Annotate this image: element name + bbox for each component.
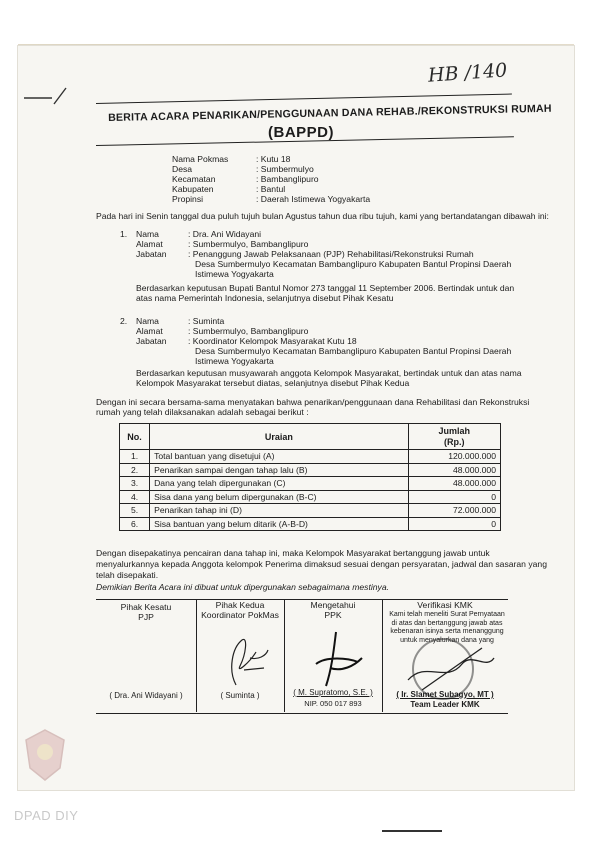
info-row	[172, 194, 392, 204]
sig-pjp-role: PJP	[138, 612, 154, 622]
table-row	[120, 490, 501, 504]
handwritten-archive-code: HB /140	[427, 59, 508, 87]
row-no: 1.	[120, 450, 150, 464]
sig-ppk-name: ( M. Supratomo, S.E. )	[293, 688, 373, 697]
closing-line-4: Demikian Berita Acara ini dibuat untuk dipergunakan sebagaimana mestinya.	[96, 582, 389, 592]
info-label: Kabupaten	[172, 184, 214, 194]
party-1-address: : Sumbermulyo, Bambanglipuro	[188, 239, 309, 249]
signature-scrawl-pokmas	[206, 630, 276, 690]
info-row	[172, 174, 392, 184]
kmk-note-line: di atas dan bertanggung jawab atas	[391, 619, 503, 627]
sig-ppk-heading: Mengetahui	[310, 600, 356, 610]
sig-pokmas-role: Koordinator PokMas	[201, 610, 279, 620]
sig-pokmas-heading: Pihak Kedua	[215, 600, 265, 610]
party-1-position-label: Jabatan	[136, 249, 167, 259]
party-1-address-label: Alamat	[136, 239, 163, 249]
info-block	[172, 154, 392, 204]
info-label: Kecamatan	[172, 174, 216, 184]
info-value: : Daerah Istimewa Yogyakarta	[256, 194, 371, 204]
sig-pjp-name: ( Dra. Ani Widayani )	[109, 691, 183, 700]
row-amount: 120.000.000	[408, 450, 500, 464]
info-value: : Kutu 18	[256, 154, 291, 164]
closing-line-1: Dengan disepakatinya pencairan dana tahap ini, maka Kelompok Masyarakat bertanggung jawab untuk	[96, 548, 490, 558]
party-1-basis-line1: Berdasarkan keputusan Bupati Bantul Nomor 273 tanggal 11 September 2006. Bertindak untuk dan	[136, 283, 515, 293]
row-no: 4.	[120, 490, 150, 504]
table-row	[120, 463, 501, 477]
sig-pjp-heading: Pihak Kesatu	[120, 602, 172, 612]
info-value: : Bambanglipuro	[256, 174, 319, 184]
archive-watermark: DPAD DIY	[14, 808, 79, 823]
party-2-number: 2.	[120, 316, 128, 326]
fund-table	[119, 423, 501, 531]
row-amount: 72.000.000	[408, 504, 500, 518]
info-value: : Bantul	[256, 184, 286, 194]
party-2-address-label: Alamat	[136, 326, 163, 336]
institution-crest-icon	[22, 728, 68, 782]
kmk-note-line: kebenaran isinya serta menanggung	[390, 628, 504, 635]
sig-kmk-role: Team Leader KMK	[410, 700, 480, 709]
title-line-1: BERITA ACARA PENARIKAN/PENGGUNAAN DANA REHAB./REKONSTRUKSI RUMAH	[108, 102, 552, 124]
signature-box-pokmas	[196, 600, 285, 712]
sig-kmk-heading: Verifikasi KMK	[417, 600, 473, 610]
party-2-basis-line2: Kelompok Masyarakat tersebut diatas, selanjutnya disebut Pihak Kedua	[136, 378, 410, 388]
title-line-2: (BAPPD)	[268, 124, 334, 141]
signature-box-ppk	[284, 600, 383, 712]
table-header-jumlah	[408, 424, 500, 450]
party-1-name-label: Nama	[136, 229, 159, 239]
info-row	[172, 164, 392, 174]
party-2-position-line3: Istimewa Yogyakarta	[195, 356, 274, 366]
table-header-row	[120, 424, 501, 450]
signature-scrawl-ppk	[296, 628, 372, 690]
table-header-unit: (Rp.)	[444, 436, 465, 447]
row-no: 5.	[120, 504, 150, 518]
party-1-basis-line2: atas nama Pemerintah Indonesia, selanjutnya disebut Pihak Kesatu	[136, 293, 394, 303]
row-amount: 0	[408, 490, 500, 504]
info-value: : Sumbermulyo	[256, 164, 314, 174]
intro-paragraph: Pada hari ini Senin tanggal dua puluh tujuh bulan Agustus tahun dua ribu tujuh, kami yang bertandatangan dibawah ini:	[96, 211, 549, 221]
signature-rule-bottom	[96, 713, 508, 714]
table-row	[120, 477, 501, 491]
row-description: Total bantuan yang disetujui (A)	[150, 450, 408, 464]
footer-mark	[382, 830, 442, 832]
row-amount: 48.000.000	[408, 477, 500, 491]
row-description: Dana yang telah dipergunakan (C)	[150, 477, 408, 491]
table-row	[120, 517, 501, 531]
row-amount: 0	[408, 517, 500, 531]
row-description: Sisa bantuan yang belum ditarik (A-B-D)	[150, 517, 408, 531]
row-no: 2.	[120, 463, 150, 477]
row-description: Penarikan tahap ini (D)	[150, 504, 408, 518]
party-1-position-line2: Desa Sumbermulyo Kecamatan Bambanglipuro Kabupaten Bantul Propinsi Daerah	[195, 259, 512, 269]
signature-scrawl-kmk	[402, 640, 498, 696]
sig-pokmas-name: ( Suminta )	[220, 691, 260, 700]
pen-mark-icon	[22, 84, 82, 106]
table-header-jumlah-label: Jumlah	[438, 425, 471, 436]
party-2-name: : Suminta	[188, 316, 225, 326]
statement-line-1: Dengan ini secara bersama-sama menyatakan bahwa penarikan/penggunaan dana Rehabilitasi dan Rekonstruksi	[96, 397, 530, 407]
table-header-no: No.	[120, 424, 150, 450]
party-1-block	[120, 229, 540, 303]
statement-line-2: rumah yang telah dilaksanakan adalah sebagai berikut :	[96, 407, 309, 417]
sig-ppk-nip: NIP. 050 017 893	[304, 699, 362, 708]
table-row	[120, 504, 501, 518]
kmk-note-line: untuk menyalurkan dana yang	[400, 636, 494, 644]
info-label: Propinsi	[172, 194, 204, 204]
party-1-position-line3: Istimewa Yogyakarta	[195, 269, 274, 279]
closing-line-2: menyalurkannya kepada Anggota kelompok Penerima dimaksud sesuai dengan persyaratan, jadwal dan sasaran yang	[96, 559, 547, 569]
row-no: 6.	[120, 517, 150, 531]
party-2-block	[120, 316, 540, 388]
sig-ppk-role: PPK	[324, 610, 342, 620]
party-2-position: : Koordinator Kelompok Masyarakat Kutu 18	[188, 336, 357, 346]
kmk-note-line: Kami telah meneliti Surat Pernyataan	[389, 611, 505, 618]
row-description: Penarikan sampai dengan tahap lalu (B)	[150, 463, 408, 477]
info-row	[172, 184, 392, 194]
party-2-name-label: Nama	[136, 316, 159, 326]
table-header-uraian: Uraian	[150, 424, 408, 450]
party-2-position-label: Jabatan	[136, 336, 167, 346]
row-no: 3.	[120, 477, 150, 491]
signature-box-pjp	[96, 600, 197, 712]
party-1-number: 1.	[120, 229, 128, 239]
party-2-position-line2: Desa Sumbermulyo Kecamatan Bambanglipuro Kabupaten Bantul Propinsi Daerah	[195, 346, 512, 356]
party-1-name: : Dra. Ani Widayani	[188, 229, 262, 239]
party-2-address: : Sumbermulyo, Bambanglipuro	[188, 326, 309, 336]
party-1-position: : Penanggung Jawab Pelaksanaan (PJP) Rehabilitasi/Rekonstruksi Rumah	[188, 249, 474, 259]
row-amount: 48.000.000	[408, 463, 500, 477]
sig-kmk-name: ( Ir. Slamet Subagyo, MT )	[396, 690, 494, 699]
row-description: Sisa dana yang belum dipergunakan (B-C)	[150, 490, 408, 504]
signature-box-kmk	[382, 600, 508, 712]
table-row	[120, 450, 501, 464]
closing-line-3: telah disepakati.	[96, 570, 159, 580]
info-label: Desa	[172, 164, 193, 174]
party-2-basis-line1: Berdasarkan keputusan musyawarah anggota Kelompok Masyarakat, bertindak untuk dan atas nama	[136, 368, 522, 378]
info-label: Nama Pokmas	[172, 154, 229, 164]
info-row	[172, 154, 392, 164]
